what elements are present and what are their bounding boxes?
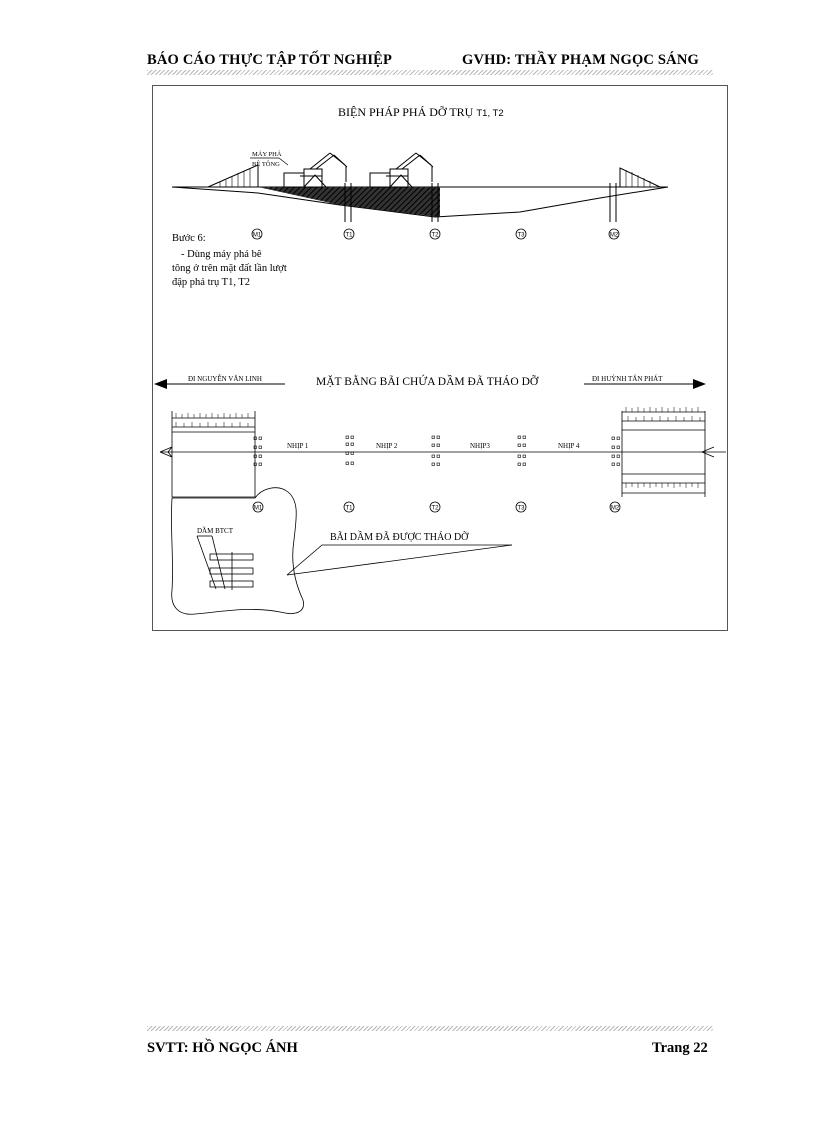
span-label: NHỊP 1 — [287, 442, 309, 450]
svg-text:M1: M1 — [252, 232, 262, 239]
header-advisor: GVHD: THẦY PHẠM NGỌC SÁNG — [462, 52, 699, 68]
section2-title: MẶT BẰNG BÃI CHỨA DẦM ĐÃ THÁO DỠ — [316, 376, 539, 388]
axis-marker — [430, 502, 440, 512]
span-label: NHỊP3 — [470, 442, 490, 450]
arrow-left-icon — [154, 379, 167, 389]
beam-label: DẦM BTCT — [197, 527, 233, 535]
step-title: Bước 6: — [172, 233, 206, 244]
machine-label-2: BÊ TÔNG — [252, 161, 280, 168]
direction-right-label: ĐI HUỲNH TẤN PHÁT — [592, 375, 663, 383]
axis-marker — [516, 229, 526, 239]
svg-text:M2: M2 — [609, 232, 619, 239]
direction-right — [584, 375, 706, 389]
axis-marker — [344, 229, 354, 239]
axis-markers-plan — [253, 502, 620, 512]
svg-text:M1: M1 — [253, 505, 263, 512]
axis-marker — [610, 502, 620, 512]
machine-label-1: MÁY PHÁ — [252, 151, 282, 158]
footer-rule — [147, 1026, 713, 1031]
beam-stack — [197, 536, 253, 590]
span-label: NHỊP 2 — [376, 442, 398, 450]
excavator-2-icon — [370, 153, 433, 187]
arrow-right-icon — [693, 379, 706, 389]
span-label: NHỊP 4 — [558, 442, 580, 450]
step-line: - Dùng máy phá bê — [181, 249, 262, 260]
step-line: tông ở trên mặt đất lần lượt — [172, 263, 287, 274]
axis-marker — [516, 502, 526, 512]
pier-columns — [254, 436, 620, 466]
section1-title: BIỆN PHÁP PHÁ DỠ TRỤ T1, T2 — [338, 105, 504, 119]
page-number: Trang 22 — [652, 1040, 708, 1056]
yard-leader — [287, 545, 512, 575]
header-report-title: BÁO CÁO THỰC TẬP TỐT NGHIỆP — [147, 52, 393, 68]
excavator-1-icon — [284, 153, 347, 187]
direction-left — [154, 375, 285, 389]
axis-marker — [253, 502, 263, 512]
svg-text:T2: T2 — [431, 232, 439, 239]
axis-marker — [609, 229, 619, 239]
axis-marker — [252, 229, 262, 239]
svg-text:T3: T3 — [517, 232, 525, 239]
yard-label: BÃI DẦM ĐÃ ĐƯỢC THÁO DỠ — [330, 532, 469, 543]
svg-text:T1: T1 — [345, 232, 353, 239]
footer-student: SVTT: HỒ NGỌC ÁNH — [147, 1040, 298, 1056]
beam-yard-area — [171, 488, 303, 615]
svg-text:T1: T1 — [345, 505, 353, 512]
svg-text:M2: M2 — [610, 505, 620, 512]
axis-markers-elevation — [252, 229, 619, 239]
svg-text:T3: T3 — [517, 505, 525, 512]
elevation-profile — [172, 165, 668, 222]
axis-marker — [430, 229, 440, 239]
axis-marker — [344, 502, 354, 512]
svg-text:T2: T2 — [431, 505, 439, 512]
direction-left-label: ĐI NGUYỄN VĂN LINH — [188, 375, 262, 383]
plan-drawing — [160, 411, 726, 497]
step-line: đập phá trụ T1, T2 — [172, 277, 251, 288]
